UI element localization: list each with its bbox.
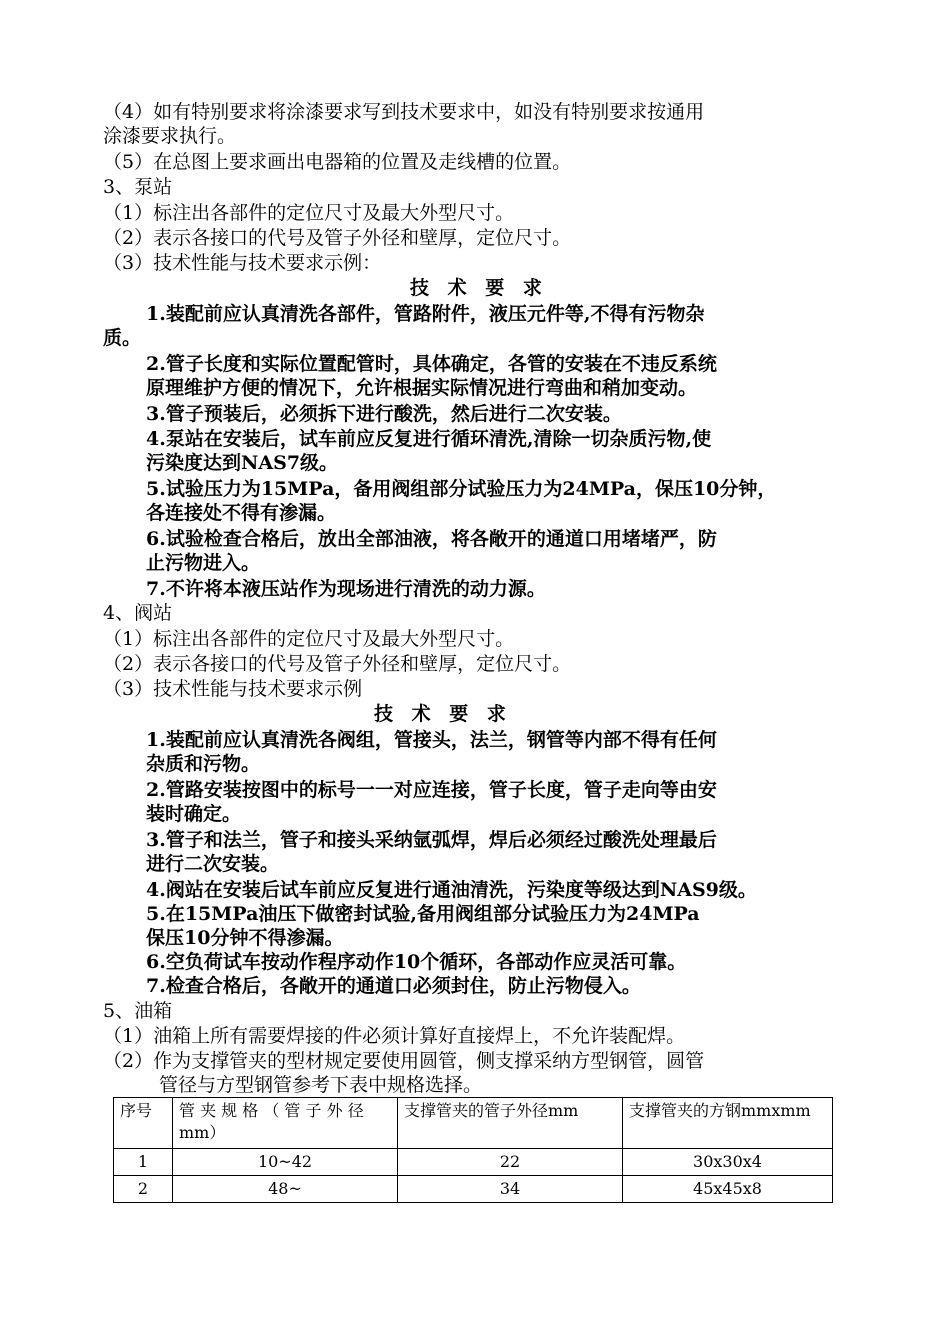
section-heading-oil-tank: 5、油箱 [103,1000,173,1022]
table-header-row [114,1098,833,1149]
cell-pipe-od: 34 [398,1176,623,1203]
pump-req-line: 止污物进入。 [146,552,261,574]
paint-req-line-cont: 涂漆要求执行。 [103,125,237,147]
cell-square-steel: 45x45x8 [623,1176,833,1203]
table-row [114,1176,833,1203]
section-heading-valve-station: 4、阀站 [103,602,173,624]
valve-req-line: 杂质和污物。 [146,753,261,775]
pump-item-1: （1）标注出各部件的定位尺寸及最大外型尺寸。 [103,202,515,224]
paint-req-line: （4）如有特别要求将涂漆要求写到技术要求中，如没有特别要求按通用 [103,101,705,123]
cell-square-steel: 30x30x4 [623,1149,833,1176]
cell-clamp-spec: 10~42 [173,1149,398,1176]
valve-tech-req-title: 技 术 要 求 [374,703,512,725]
section-heading-pump-station: 3、泵站 [103,176,173,198]
header-cell-no: 序号 [114,1098,173,1149]
valve-req-line: 6.空负荷试车按动作程序动作10个循环，各部动作应灵活可靠。 [146,951,687,973]
pump-req-line: 各连接处不得有渗漏。 [146,502,337,524]
pump-req-line: 4.泵站在安装后，试车前应反复进行循环清洗,清除一切杂质污物,使 [146,428,712,450]
cell-no: 2 [114,1176,173,1203]
header-cell-clamp-spec: 管 夹 规 格 （ 管 子 外 径 mm） [173,1098,398,1149]
pump-req-line: 1.装配前应认真清洗各部件，管路附件，液压元件等,不得有污物杂 [146,303,705,325]
pump-req-line: 质。 [103,327,142,349]
header-cell-square-steel: 支撑管夹的方钢mmxmm [623,1098,833,1149]
valve-req-line: 装时确定。 [146,803,242,825]
valve-req-line: 3.管子和法兰，管子和接头采纳氩弧焊，焊后必须经过酸洗处理最后 [146,829,717,851]
tank-item-2-cont: 管径与方型钢管参考下表中规格选择。 [159,1074,483,1096]
pump-req-line: 原理维护方便的情况下，允许根据实际情况进行弯曲和稍加变动。 [146,377,698,399]
table-row [114,1149,833,1176]
valve-req-line: 保压10分钟不得渗漏。 [146,927,344,949]
cell-no: 1 [114,1149,173,1176]
tank-item-1: （1）油箱上所有需要焊接的件必须计算好直接焊上，不允许装配焊。 [103,1025,686,1047]
valve-req-line: 7.检查合格后，各敞开的通道口必须封住，防止污物侵入。 [146,975,641,997]
cell-pipe-od: 22 [398,1149,623,1176]
pump-item-2: （2）表示各接口的代号及管子外径和壁厚，定位尺寸。 [103,227,572,249]
header-cell-pipe-od: 支撑管夹的管子外径mm [398,1098,623,1149]
valve-req-line: 进行二次安装。 [146,853,280,875]
pipe-clamp-spec-table [113,1097,833,1203]
valve-req-line: 4.阀站在安装后试车前应反复进行通油清洗，污染度等级达到NAS9级。 [146,879,757,901]
cell-clamp-spec: 48~ [173,1176,398,1203]
valve-req-line: 5.在15MPa油压下做密封试验,备用阀组部分试验压力为24MPa [146,903,700,925]
valve-req-line: 1.装配前应认真清洗各阀组，管接头，法兰，钢管等内部不得有任何 [146,729,717,751]
pump-item-3: （3）技术性能与技术要求示例： [103,252,382,274]
valve-req-line: 2.管路安装按图中的标号一一对应连接，管子长度，管子走向等由安 [146,779,717,801]
pump-req-line: 7.不许将本液压站作为现场进行清洗的动力源。 [146,578,546,600]
pump-req-line: 2.管子长度和实际位置配管时，具体确定，各管的安装在不违反系统 [146,353,717,375]
pump-tech-req-title: 技 术 要 求 [410,277,548,299]
pump-req-line: 6.试验检查合格后，放出全部油液，将各敞开的通道口用堵堵严，防 [146,528,717,550]
tank-item-2: （2）作为支撑管夹的型材规定要使用圆管，侧支撑采纳方型钢管，圆管 [103,1050,705,1072]
pump-req-line: 5.试验压力为15MPa，备用阀组部分试验压力为24MPa，保压10分钟， [146,478,777,500]
pump-req-line: 3.管子预装后，必须拆下进行酸洗，然后进行二次安装。 [146,403,622,425]
valve-item-1: （1）标注出各部件的定位尺寸及最大外型尺寸。 [103,628,515,650]
pump-req-line: 污染度达到NAS7级。 [146,452,339,474]
electrical-box-line: （5）在总图上要求画出电器箱的位置及走线槽的位置。 [103,151,572,173]
valve-item-3: （3）技术性能与技术要求示例 [103,678,363,700]
valve-item-2: （2）表示各接口的代号及管子外径和壁厚，定位尺寸。 [103,653,572,675]
